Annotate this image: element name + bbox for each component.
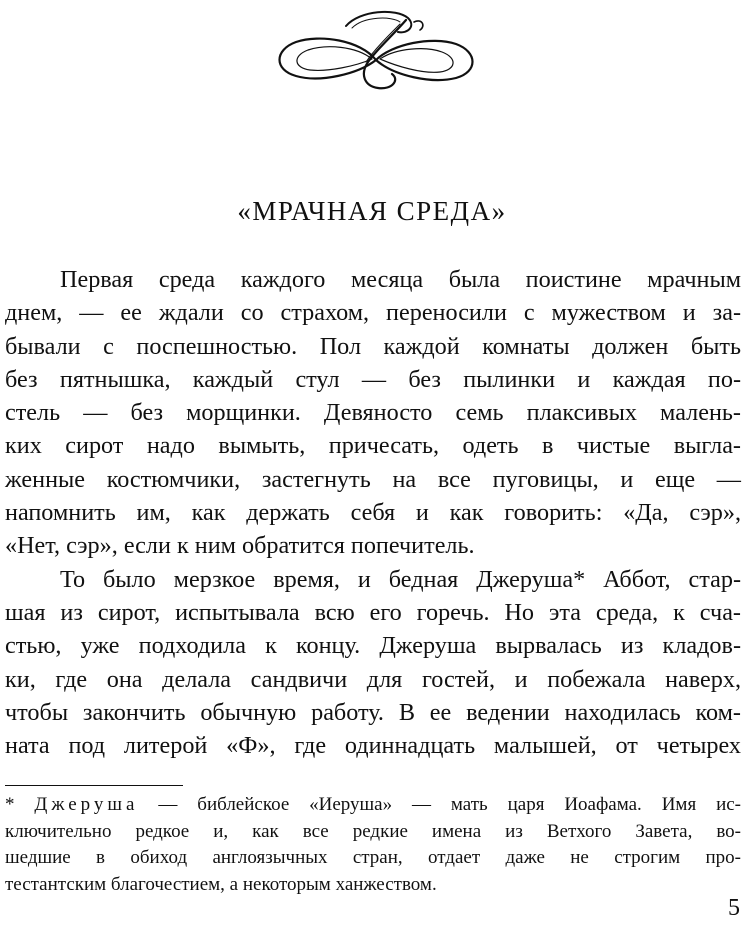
footnote-line [5,792,741,819]
body-line: без пятнышка, каждый стул — без пылинки и каждая по- [5,365,741,393]
body-text [5,263,741,762]
body-line: ких сирот надо вымыть, причесать, одеть в чистые выгла- [5,432,741,460]
page-number: 5 [728,895,740,921]
footnote-divider [5,785,183,786]
body-line: днем, — ее ждали со страхом, переносили с мужеством и за- [5,299,741,327]
body-line: ки, где она делала сандвичи для гостей, и побежала наверх, [5,665,741,693]
footnote-term: Джеруша [34,794,139,815]
body-line: ната под литерой «Ф», где одиннадцать малышей, от четырех [5,732,741,760]
body-line: стель — без морщинки. Девяносто семь плаксивых малень- [5,399,741,427]
ornament-flourish-icon [268,4,482,92]
body-line: Первая среда каждого месяца была поистине мрачным [60,266,741,293]
body-line: женные костюмчики, застегнуть на все пуговицы, и еще — [5,465,741,493]
chapter-title: «МРАЧНАЯ СРЕДА» [237,196,507,226]
footnote-line: шедшие в обиход англоязычных стран, отдает даже не строгим про- [5,847,741,868]
footnote-line: тестантским благочестием, а некоторым ханжеством. [5,873,437,895]
body-line: бывали с поспешностью. Пол каждой комнаты должен быть [5,332,741,360]
body-line: То было мерзкое время, и бедная Джеруша* Аббот, стар- [60,565,741,593]
footnote-line-rest: — библейское «Иеруша» — мать царя Иоафама. Имя ис- [138,794,742,815]
footnote-line: ключительно редкое и, как все редкие имена из Ветхого Завета, во- [5,820,741,842]
body-line: «Нет, сэр», если к ним обратится попечитель. [5,532,475,560]
body-line: напомнить им, как держать себя и как говорить: «Да, сэр», [5,499,741,527]
body-line: стью, уже подходила к концу. Джеруша вырвалась из кладов- [5,632,741,660]
footnote [5,792,741,898]
body-line: чтобы закончить обычную работу. В ее ведении находилась ком- [5,698,741,726]
footnote-marker: * [5,794,35,815]
body-line: шая из сирот, испытывала всю его горечь. Но эта среда, к сча- [5,598,741,626]
